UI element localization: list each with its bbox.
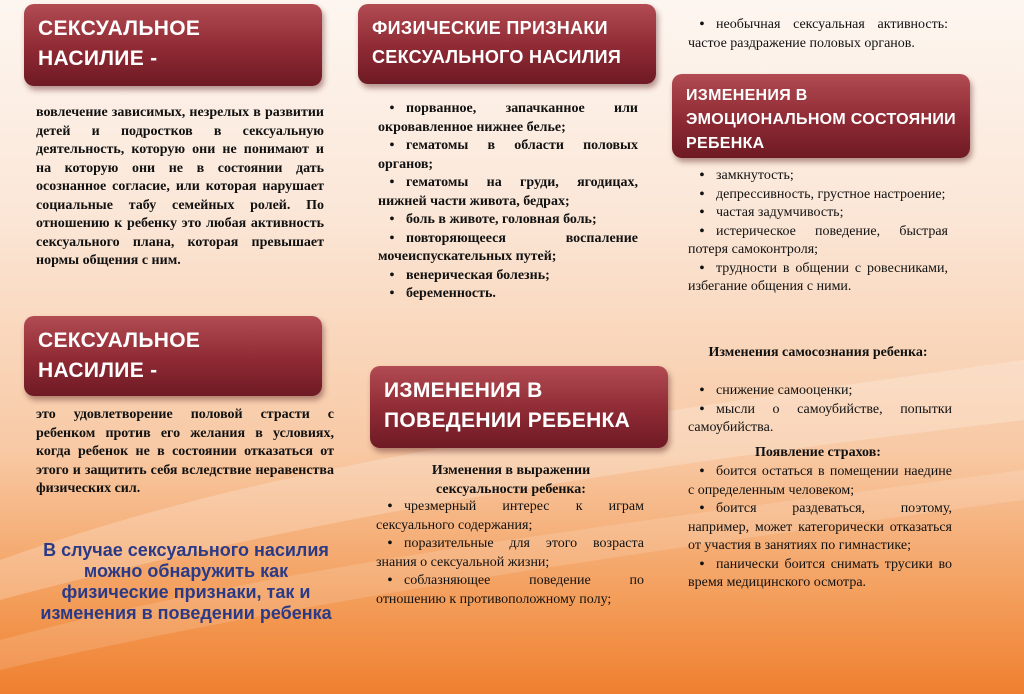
sexuality-subtitle: Изменения в выражении сексуальности ребенка: [431,463,591,497]
conclusion-note: В случае сексуального насилия можно обнаружить как физические признаки, так и изменения в поведении ребенка [40,540,332,623]
header-emotional-changes: ИЗМЕНЕНИЯ В ЭМОЦИОНАЛЬНОМ СОСТОЯНИИ РЕБЕНКА [672,74,970,158]
header-sexual-violence-2: СЕКСУАЛЬНОЕ НАСИЛИЕ - [24,316,322,396]
list-item: • соблазняющее поведение по отношению к противоположному полу; [376,572,644,609]
list-item: • боль в животе, головная боль; [378,211,638,230]
list-item: • частая задумчивость; [688,204,948,223]
header-behavior-changes: ИЗМЕНЕНИЯ В ПОВЕДЕНИИ РЕБЕНКА [370,366,668,448]
list-item: • боится раздеваться, поэтому, например, может категорически отказаться от участия в занятиях по гимнастике; [688,500,952,556]
list-item: • порванное, запачканное или окровавленное нижнее белье; [378,100,638,137]
list-item: • истерическое поведение, быстрая потеря самоконтроля; [688,223,948,260]
list-item: • боится остаться в помещении наедине с определенным человеком; [688,463,952,500]
list-item: • повторяющееся воспаление мочеиспускательных путей; [378,230,638,267]
list-item: • поразительные для этого возраста знания о сексуальной жизни; [376,535,644,572]
list-item: • необычная сексуальная активность: частое раздражение половых органов. [688,16,948,53]
list-item: • венерическая болезнь; [378,267,638,286]
selfawareness-subtitle: Изменения самосознания ребенка: [708,345,928,360]
physical-signs-list [378,100,638,304]
list-item: • гематомы на груди, ягодицах, нижней части живота, бедрах; [378,174,638,211]
selfawareness-list [688,382,952,438]
fears-list [688,463,952,593]
list-item: • замкнутость; [688,167,948,186]
list-item: • чрезмерный интерес к играм сексуального содержания; [376,498,644,535]
sexual-activity-item [688,16,948,53]
list-item: • снижение самооценки; [688,382,952,401]
header-physical-signs: ФИЗИЧЕСКИЕ ПРИЗНАКИ СЕКСУАЛЬНОГО НАСИЛИЯ [358,4,656,84]
sexuality-list [376,498,644,609]
list-item: • беременность. [378,285,638,304]
fears-subtitle: Появление страхов: [755,445,881,460]
list-item: • гематомы в области половых органов; [378,137,638,174]
list-item: • мысли о самоубийстве, попытки самоубийства. [688,401,952,438]
header-sexual-violence-1: СЕКСУАЛЬНОЕ НАСИЛИЕ - [24,4,322,86]
list-item: • панически боится снимать трусики во время медицинского осмотра. [688,556,952,593]
list-item: • депрессивность, грустное настроение; [688,186,948,205]
definition-1: вовлечение зависимых, незрелых в развитии детей и подростков в сексуальную деятельность, которую они не понимают и на которую они не в состоянии дать осознанное согласие, или которая нарушает социальные табу семейных ролей. По отношению к ребенку это любая активность сексуального плана, которая превышает нормы общения с ним. [36,105,324,268]
list-item: • трудности в общении с ровесниками, избегание общения с ними. [688,260,948,297]
definition-2: это удовлетворение половой страсти с ребенком против его желания в условиях, когда ребенок не в состоянии отказаться от этого и защитить себя вследствие неравенства физических сил. [36,407,334,496]
emotional-list [688,167,948,297]
